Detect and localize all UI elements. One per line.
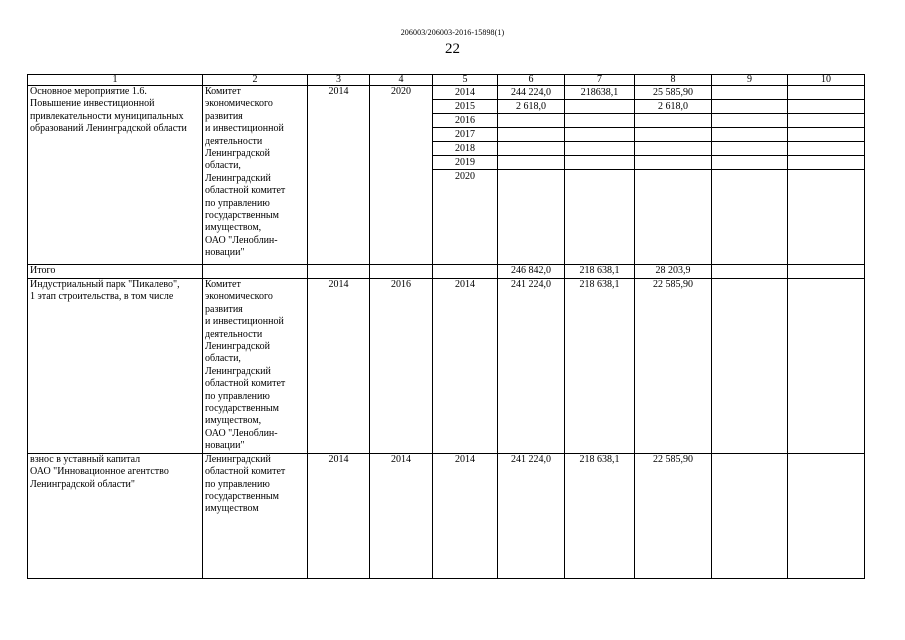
total-cell: 241 224,0 — [498, 279, 565, 454]
year-cell: 2014 — [433, 279, 498, 454]
year-cell: 2015 — [433, 100, 498, 114]
year-cell: 2017 — [433, 128, 498, 142]
regional-cell — [635, 170, 712, 183]
event-name: Индустриальный парк "Пикалево", 1 этап строительства, в том числе — [28, 279, 203, 454]
regional-cell: 2 618,0 — [635, 100, 712, 114]
start-year: 2014 — [308, 453, 370, 578]
year-list — [433, 86, 498, 265]
federal-cell: 218638,1 — [565, 86, 635, 100]
start-year: 2014 — [308, 86, 370, 265]
col-header: 6 — [498, 75, 565, 86]
end-year: 2020 — [370, 86, 433, 265]
start-year: 2014 — [308, 279, 370, 454]
year-cell: 2016 — [433, 114, 498, 128]
total-cell — [498, 128, 565, 142]
document-id: 206003/206003-2016-15898(1) — [400, 28, 505, 37]
executor: Комитет экономического развития и инвестиционной деятельности Ленинградской области, Ленинградский областной комитет по управлению государственным имуществом, ОАО "Леноблин- новации" — [203, 279, 308, 454]
table-row — [28, 279, 865, 454]
regional-sum: 28 203,9 — [635, 265, 712, 279]
executor: Ленинградский областной комитет по управлению государственным имуществом — [203, 453, 308, 578]
col-header: 9 — [712, 75, 788, 86]
total-cell — [498, 114, 565, 128]
empty-col-10 — [788, 86, 865, 265]
regional-cell — [635, 156, 712, 170]
year-cell: 2014 — [433, 86, 498, 100]
federal-cell: 218 638,1 — [565, 279, 635, 454]
total-cell — [498, 156, 565, 170]
total-cell — [498, 170, 565, 183]
empty-col-9 — [712, 86, 788, 265]
federal-cell — [565, 100, 635, 114]
total-label: Итого — [28, 265, 203, 279]
total-cell — [498, 142, 565, 156]
federal-cell: 218 638,1 — [565, 453, 635, 578]
col-header: 1 — [28, 75, 203, 86]
total-sum: 246 842,0 — [498, 265, 565, 279]
table-row — [28, 453, 865, 578]
col-header: 10 — [788, 75, 865, 86]
col-header: 2 — [203, 75, 308, 86]
year-cell: 2020 — [455, 171, 475, 182]
regional-cell — [635, 142, 712, 156]
federal-cell — [565, 114, 635, 128]
total-cell: 2 618,0 — [498, 100, 565, 114]
regional-cell: 22 585,90 — [635, 279, 712, 454]
year-cell: 2019 — [433, 156, 498, 170]
federal-cell — [565, 170, 635, 183]
regional-cell — [635, 114, 712, 128]
regional-cell — [635, 128, 712, 142]
total-row — [28, 265, 865, 279]
total-list — [498, 86, 565, 265]
total-cell: 244 224,0 — [498, 86, 565, 100]
col-header: 4 — [370, 75, 433, 86]
regional-cell: 25 585,90 — [635, 86, 712, 100]
end-year: 2014 — [370, 453, 433, 578]
executor: Комитет экономического развития и инвестиционной деятельности Ленинградской области, Ленинградский областной комитет по управлению государственным имуществом, ОАО "Леноблин- новации" — [203, 86, 308, 265]
year-cell: 2018 — [433, 142, 498, 156]
federal-list — [565, 86, 635, 265]
federal-cell — [565, 156, 635, 170]
total-cell: 241 224,0 — [498, 453, 565, 578]
col-header: 5 — [433, 75, 498, 86]
program-table — [27, 74, 865, 579]
col-header: 3 — [308, 75, 370, 86]
federal-sum: 218 638,1 — [565, 265, 635, 279]
page-number: 22 — [445, 41, 460, 57]
event-name: Основное мероприятие 1.6. Повышение инвестиционной привлекательности муниципальных образований Ленинградской области — [28, 86, 203, 265]
year-cell: 2014 — [433, 453, 498, 578]
table-row — [28, 86, 865, 265]
col-header: 7 — [565, 75, 635, 86]
regional-list — [635, 86, 712, 265]
col-header: 8 — [635, 75, 712, 86]
federal-cell — [565, 128, 635, 142]
header-row — [28, 75, 865, 86]
event-name: взнос в уставный капитал ОАО "Инновационное агентство Ленинградской области" — [28, 453, 203, 578]
federal-cell — [565, 142, 635, 156]
regional-cell: 22 585,90 — [635, 453, 712, 578]
end-year: 2016 — [370, 279, 433, 454]
